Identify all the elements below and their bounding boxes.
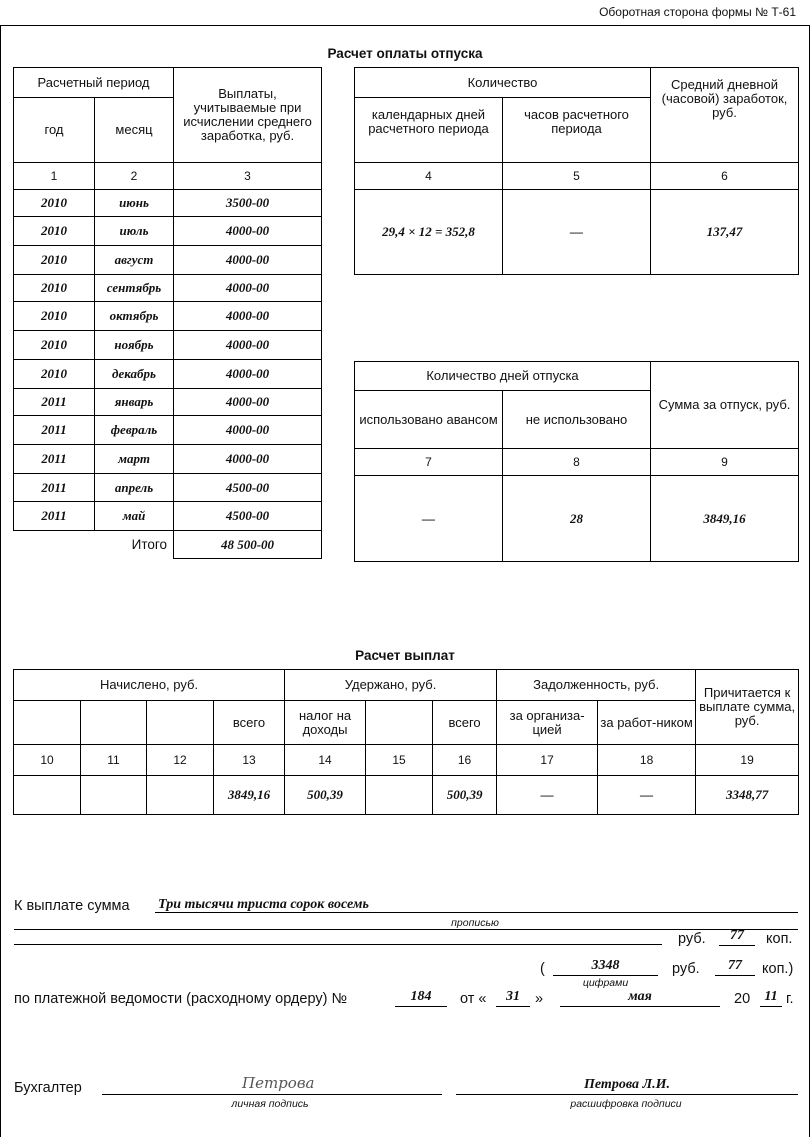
col-number: 15 bbox=[366, 745, 433, 776]
digits-line bbox=[553, 975, 658, 976]
period-row bbox=[14, 246, 322, 275]
col-number: 18 bbox=[598, 745, 696, 776]
period-month: ноябрь bbox=[95, 331, 174, 360]
period-month: октябрь bbox=[95, 302, 174, 331]
col-number: 1 bbox=[14, 163, 95, 190]
from-label: от « bbox=[460, 991, 487, 1007]
accrued-header: Начислено, руб. bbox=[14, 670, 285, 701]
accountant-label: Бухгалтер bbox=[14, 1080, 82, 1096]
col-number: 5 bbox=[503, 163, 651, 190]
income-tax-header: налог на доходы bbox=[285, 701, 366, 745]
digits-caption: цифрами bbox=[582, 977, 629, 989]
org-debt-header: за организа-цией bbox=[497, 701, 598, 745]
statement-no-line bbox=[395, 1006, 447, 1007]
month-header: месяц bbox=[95, 98, 174, 163]
withheld-total-header: всего bbox=[433, 701, 497, 745]
period-row bbox=[14, 416, 322, 445]
period-amount: 4000-00 bbox=[174, 275, 322, 302]
unused-header: не использовано bbox=[503, 391, 651, 449]
kop-value: 77 bbox=[730, 928, 744, 943]
blank-header bbox=[14, 701, 81, 745]
day-value: 31 bbox=[506, 989, 520, 1004]
payments-table bbox=[13, 669, 799, 815]
period-amount: 4000-00 bbox=[174, 302, 322, 331]
total-label: Итого bbox=[14, 531, 174, 559]
period-month: июнь bbox=[95, 190, 174, 217]
period-header: Расчетный период bbox=[14, 68, 174, 98]
period-month: февраль bbox=[95, 416, 174, 445]
statement-label: по платежной ведомости (расходному ордеру) № bbox=[14, 991, 348, 1007]
statement-number: 184 bbox=[410, 989, 432, 1004]
left-border bbox=[0, 25, 1, 1137]
name-caption: расшифровка подписи bbox=[570, 1098, 682, 1110]
col-number: 13 bbox=[214, 745, 285, 776]
vacation-title: Расчет оплаты отпуска bbox=[327, 46, 483, 61]
used-in-advance-header: использовано авансом bbox=[355, 391, 503, 449]
period-amount: 4000-00 bbox=[174, 360, 322, 389]
calendar-days-value: 29,4 × 12 = 352,8 bbox=[355, 190, 503, 275]
period-amount: 4000-00 bbox=[174, 246, 322, 275]
signature-line bbox=[102, 1094, 442, 1095]
sum-words: Три тысячи триста сорок восемь bbox=[158, 897, 369, 912]
blank-header bbox=[147, 701, 214, 745]
vacation-days-header: Количество дней отпуска bbox=[355, 362, 651, 391]
year-header: год bbox=[14, 98, 95, 163]
col-number: 12 bbox=[147, 745, 214, 776]
col-number: 16 bbox=[433, 745, 497, 776]
col-number: 17 bbox=[497, 745, 598, 776]
blank-header bbox=[81, 701, 147, 745]
kop-label: коп. bbox=[766, 931, 793, 947]
period-year: 2010 bbox=[14, 190, 95, 217]
period-amount: 4000-00 bbox=[174, 389, 322, 416]
col-number: 14 bbox=[285, 745, 366, 776]
period-year: 2010 bbox=[14, 302, 95, 331]
blank-header bbox=[366, 701, 433, 745]
sum-label: К выплате сумма bbox=[14, 898, 130, 914]
col-number: 6 bbox=[651, 163, 799, 190]
period-year: 2011 bbox=[14, 445, 95, 474]
period-row bbox=[14, 502, 322, 531]
withheld-header: Удержано, руб. bbox=[285, 670, 497, 701]
period-row bbox=[14, 302, 322, 331]
payment-value: 3348,77 bbox=[696, 776, 799, 815]
accrued-total-header: всего bbox=[214, 701, 285, 745]
col-number: 9 bbox=[651, 449, 799, 476]
period-month: сентябрь bbox=[95, 275, 174, 302]
unused-value: 28 bbox=[503, 476, 651, 562]
hours-value: — bbox=[503, 190, 651, 275]
accountant-name: Петрова Л.И. bbox=[584, 1077, 670, 1092]
period-year: 2011 bbox=[14, 389, 95, 416]
payment-value: 500,39 bbox=[433, 776, 497, 815]
payment-value bbox=[81, 776, 147, 815]
period-table bbox=[13, 67, 322, 559]
rub-label: руб. bbox=[678, 931, 706, 947]
kop-close-label: коп.) bbox=[762, 961, 794, 977]
quantity-header: Количество bbox=[355, 68, 651, 98]
period-year: 2010 bbox=[14, 217, 95, 246]
period-month: декабрь bbox=[95, 360, 174, 389]
period-row bbox=[14, 445, 322, 474]
month-line bbox=[560, 1006, 720, 1007]
quantity-table bbox=[354, 67, 799, 275]
header-divider bbox=[0, 25, 810, 26]
period-amount: 4000-00 bbox=[174, 217, 322, 246]
period-month: август bbox=[95, 246, 174, 275]
used-in-advance-value: — bbox=[355, 476, 503, 562]
period-row bbox=[14, 331, 322, 360]
payment-value bbox=[147, 776, 214, 815]
col-number: 3 bbox=[174, 163, 322, 190]
avg-earnings-value: 137,47 bbox=[651, 190, 799, 275]
close-quote: » bbox=[535, 991, 544, 1007]
payment-value bbox=[366, 776, 433, 815]
avg-earnings-header: Средний дневной (часовой) заработок, руб. bbox=[651, 68, 799, 163]
period-row bbox=[14, 275, 322, 302]
kop-line-2 bbox=[715, 975, 755, 976]
vacation-sum-value: 3849,16 bbox=[651, 476, 799, 562]
period-amount: 4000-00 bbox=[174, 331, 322, 360]
payment-value: — bbox=[598, 776, 696, 815]
rub-label-2: руб. bbox=[672, 961, 700, 977]
col-number: 19 bbox=[696, 745, 799, 776]
period-month: январь bbox=[95, 389, 174, 416]
col-number: 7 bbox=[355, 449, 503, 476]
calendar-days-header: календарных дней расчетного периода bbox=[355, 98, 503, 163]
due-header: Причитается к выплате сумма, руб. bbox=[696, 670, 799, 745]
month-value: мая bbox=[628, 989, 652, 1004]
col-number: 4 bbox=[355, 163, 503, 190]
col-number: 11 bbox=[81, 745, 147, 776]
period-month: март bbox=[95, 445, 174, 474]
period-row bbox=[14, 360, 322, 389]
open-paren: ( bbox=[540, 961, 545, 977]
vacation-sum-header: Сумма за отпуск, руб. bbox=[651, 362, 799, 449]
period-row bbox=[14, 474, 322, 502]
period-amount: 4000-00 bbox=[174, 416, 322, 445]
period-year: 2011 bbox=[14, 502, 95, 531]
col-number: 10 bbox=[14, 745, 81, 776]
period-month: апрель bbox=[95, 474, 174, 502]
year-suffix: 11 bbox=[764, 989, 778, 1004]
period-month: июль bbox=[95, 217, 174, 246]
year-prefix: 20 bbox=[734, 991, 751, 1007]
hours-header: часов расчетного периода bbox=[503, 98, 651, 163]
period-amount: 3500-00 bbox=[174, 190, 322, 217]
period-amount: 4000-00 bbox=[174, 445, 322, 474]
period-row bbox=[14, 217, 322, 246]
sum-words-line-3 bbox=[14, 944, 662, 945]
period-amount: 4500-00 bbox=[174, 474, 322, 502]
period-year: 2010 bbox=[14, 360, 95, 389]
period-amount: 4500-00 bbox=[174, 502, 322, 531]
digits-value: 3348 bbox=[591, 958, 620, 973]
payment-value: 500,39 bbox=[285, 776, 366, 815]
period-year: 2010 bbox=[14, 331, 95, 360]
period-year: 2010 bbox=[14, 275, 95, 302]
payment-value bbox=[14, 776, 81, 815]
col-number: 2 bbox=[95, 163, 174, 190]
payments-header: Выплаты, учитываемые при исчислении среднего заработка, руб. bbox=[174, 68, 322, 163]
signature-caption: личная подпись bbox=[231, 1098, 309, 1110]
vacation-days-table bbox=[354, 361, 799, 562]
words-caption: прописью bbox=[451, 917, 499, 929]
period-year: 2010 bbox=[14, 246, 95, 275]
period-row bbox=[14, 190, 322, 217]
kop-value-2: 77 bbox=[728, 958, 742, 973]
col-number: 8 bbox=[503, 449, 651, 476]
payments-title: Расчет выплат bbox=[355, 648, 455, 663]
payment-value: — bbox=[497, 776, 598, 815]
form-reference: Оборотная сторона формы № Т-61 bbox=[599, 5, 796, 19]
debt-header: Задолженность, руб. bbox=[497, 670, 696, 701]
payment-value: 3849,16 bbox=[214, 776, 285, 815]
employee-debt-header: за работ-ником bbox=[598, 701, 696, 745]
period-row bbox=[14, 389, 322, 416]
period-year: 2011 bbox=[14, 474, 95, 502]
kop-line bbox=[719, 945, 755, 946]
day-line bbox=[496, 1006, 530, 1007]
total-value: 48 500-00 bbox=[174, 531, 322, 559]
year-label: г. bbox=[786, 991, 794, 1007]
year-line bbox=[760, 1006, 782, 1007]
handwritten-signature: Петрова bbox=[242, 1074, 315, 1092]
name-line bbox=[456, 1094, 798, 1095]
period-month: май bbox=[95, 502, 174, 531]
sum-words-line-2 bbox=[14, 929, 798, 930]
period-year: 2011 bbox=[14, 416, 95, 445]
